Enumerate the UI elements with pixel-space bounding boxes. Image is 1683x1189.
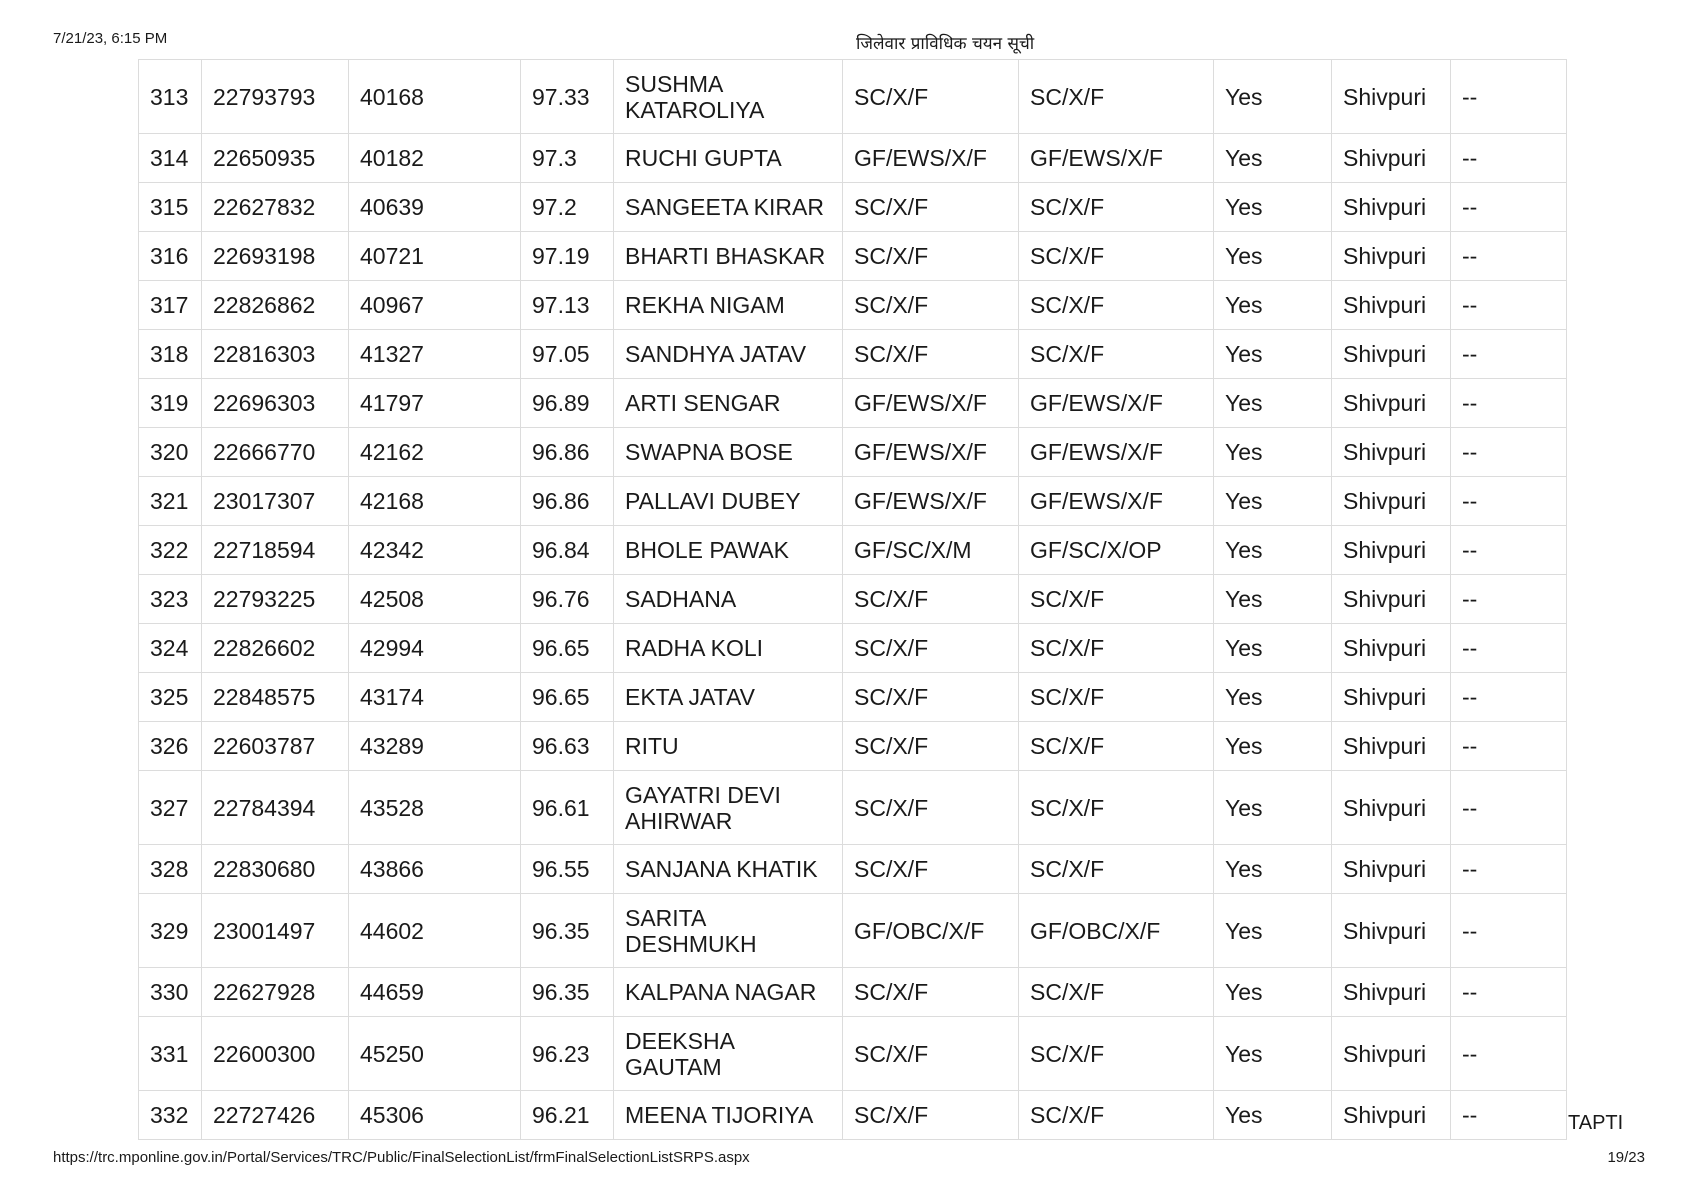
cell-sno: 326 bbox=[139, 722, 202, 771]
table-row bbox=[139, 379, 1567, 428]
cell-verified: Yes bbox=[1214, 379, 1332, 428]
cell-roll-no: 22603787 bbox=[202, 722, 349, 771]
cell-category: SC/X/F bbox=[843, 232, 1019, 281]
cell-selected-category: GF/EWS/X/F bbox=[1019, 379, 1214, 428]
cell-category: SC/X/F bbox=[843, 673, 1019, 722]
cell-category: SC/X/F bbox=[843, 624, 1019, 673]
cell-score: 97.2 bbox=[521, 183, 614, 232]
cell-score: 96.89 bbox=[521, 379, 614, 428]
cell-name: BHARTI BHASKAR bbox=[614, 232, 843, 281]
cell-remarks: -- bbox=[1451, 845, 1567, 894]
cell-district: Shivpuri bbox=[1332, 575, 1451, 624]
table-row bbox=[139, 281, 1567, 330]
cell-selected-category: SC/X/F bbox=[1019, 330, 1214, 379]
cell-verified: Yes bbox=[1214, 1091, 1332, 1140]
cell-sno: 313 bbox=[139, 60, 202, 134]
cell-category: GF/SC/X/M bbox=[843, 526, 1019, 575]
cell-roll-no: 22727426 bbox=[202, 1091, 349, 1140]
cell-selected-category: SC/X/F bbox=[1019, 968, 1214, 1017]
cell-selected-category: SC/X/F bbox=[1019, 673, 1214, 722]
cell-roll-no: 22826862 bbox=[202, 281, 349, 330]
cell-selected-category: SC/X/F bbox=[1019, 60, 1214, 134]
cell-rank: 42162 bbox=[349, 428, 521, 477]
cell-district: Shivpuri bbox=[1332, 232, 1451, 281]
cell-score: 96.86 bbox=[521, 477, 614, 526]
cell-rank: 43866 bbox=[349, 845, 521, 894]
cell-name: MEENA TIJORIYA bbox=[614, 1091, 843, 1140]
cell-roll-no: 23017307 bbox=[202, 477, 349, 526]
cell-name: SANJANA KHATIK bbox=[614, 845, 843, 894]
table-row bbox=[139, 673, 1567, 722]
cell-roll-no: 22816303 bbox=[202, 330, 349, 379]
cell-remarks: -- bbox=[1451, 1091, 1567, 1140]
cell-remarks: -- bbox=[1451, 1017, 1567, 1091]
table-row bbox=[139, 183, 1567, 232]
cell-sno: 330 bbox=[139, 968, 202, 1017]
cell-category: SC/X/F bbox=[843, 330, 1019, 379]
cell-score: 96.65 bbox=[521, 673, 614, 722]
cell-name: SARITA DESHMUKH bbox=[614, 894, 843, 968]
cell-remarks: -- bbox=[1451, 232, 1567, 281]
cell-name: SANGEETA KIRAR bbox=[614, 183, 843, 232]
cell-district: Shivpuri bbox=[1332, 428, 1451, 477]
cell-score: 97.13 bbox=[521, 281, 614, 330]
cell-verified: Yes bbox=[1214, 134, 1332, 183]
cell-name: KALPANA NAGAR bbox=[614, 968, 843, 1017]
cell-verified: Yes bbox=[1214, 575, 1332, 624]
table-row bbox=[139, 575, 1567, 624]
cell-rank: 41327 bbox=[349, 330, 521, 379]
cell-rank: 42994 bbox=[349, 624, 521, 673]
cell-sno: 319 bbox=[139, 379, 202, 428]
table-row bbox=[139, 330, 1567, 379]
cell-remarks: -- bbox=[1451, 771, 1567, 845]
cell-score: 96.65 bbox=[521, 624, 614, 673]
cell-roll-no: 23001497 bbox=[202, 894, 349, 968]
cell-category: GF/EWS/X/F bbox=[843, 428, 1019, 477]
cell-score: 96.84 bbox=[521, 526, 614, 575]
cell-district: Shivpuri bbox=[1332, 968, 1451, 1017]
cell-rank: 43174 bbox=[349, 673, 521, 722]
cell-category: SC/X/F bbox=[843, 60, 1019, 134]
cell-category: GF/EWS/X/F bbox=[843, 134, 1019, 183]
cell-name: RITU bbox=[614, 722, 843, 771]
cell-remarks: -- bbox=[1451, 428, 1567, 477]
table-body bbox=[139, 60, 1567, 1140]
cell-roll-no: 22627832 bbox=[202, 183, 349, 232]
cell-sno: 324 bbox=[139, 624, 202, 673]
cell-score: 96.23 bbox=[521, 1017, 614, 1091]
cell-verified: Yes bbox=[1214, 722, 1332, 771]
cell-remarks: -- bbox=[1451, 722, 1567, 771]
stamp-text: TAPTI bbox=[1568, 1112, 1624, 1134]
table-row bbox=[139, 771, 1567, 845]
cell-remarks: -- bbox=[1451, 526, 1567, 575]
cell-verified: Yes bbox=[1214, 968, 1332, 1017]
table-row bbox=[139, 134, 1567, 183]
cell-score: 96.35 bbox=[521, 968, 614, 1017]
cell-sno: 321 bbox=[139, 477, 202, 526]
cell-district: Shivpuri bbox=[1332, 281, 1451, 330]
cell-district: Shivpuri bbox=[1332, 1017, 1451, 1091]
cell-score: 96.21 bbox=[521, 1091, 614, 1140]
cell-roll-no: 22848575 bbox=[202, 673, 349, 722]
cell-category: SC/X/F bbox=[843, 281, 1019, 330]
cell-category: SC/X/F bbox=[843, 1091, 1019, 1140]
cell-district: Shivpuri bbox=[1332, 183, 1451, 232]
cell-rank: 42168 bbox=[349, 477, 521, 526]
cell-name: REKHA NIGAM bbox=[614, 281, 843, 330]
cell-name: SANDHYA JATAV bbox=[614, 330, 843, 379]
cell-roll-no: 22793225 bbox=[202, 575, 349, 624]
cell-verified: Yes bbox=[1214, 624, 1332, 673]
cell-sno: 318 bbox=[139, 330, 202, 379]
cell-district: Shivpuri bbox=[1332, 624, 1451, 673]
table-row bbox=[139, 894, 1567, 968]
cell-rank: 42342 bbox=[349, 526, 521, 575]
cell-sno: 322 bbox=[139, 526, 202, 575]
cell-score: 96.35 bbox=[521, 894, 614, 968]
table-row bbox=[139, 722, 1567, 771]
cell-district: Shivpuri bbox=[1332, 330, 1451, 379]
cell-district: Shivpuri bbox=[1332, 894, 1451, 968]
cell-name: SADHANA bbox=[614, 575, 843, 624]
cell-roll-no: 22784394 bbox=[202, 771, 349, 845]
cell-category: SC/X/F bbox=[843, 1017, 1019, 1091]
cell-roll-no: 22718594 bbox=[202, 526, 349, 575]
cell-category: SC/X/F bbox=[843, 968, 1019, 1017]
table-row bbox=[139, 60, 1567, 134]
cell-verified: Yes bbox=[1214, 232, 1332, 281]
cell-district: Shivpuri bbox=[1332, 845, 1451, 894]
table-row bbox=[139, 477, 1567, 526]
cell-score: 96.63 bbox=[521, 722, 614, 771]
cell-roll-no: 22600300 bbox=[202, 1017, 349, 1091]
cell-selected-category: GF/EWS/X/F bbox=[1019, 134, 1214, 183]
table-row bbox=[139, 232, 1567, 281]
cell-category: SC/X/F bbox=[843, 183, 1019, 232]
cell-verified: Yes bbox=[1214, 183, 1332, 232]
cell-roll-no: 22696303 bbox=[202, 379, 349, 428]
cell-score: 96.86 bbox=[521, 428, 614, 477]
cell-roll-no: 22693198 bbox=[202, 232, 349, 281]
cell-name: RADHA KOLI bbox=[614, 624, 843, 673]
cell-category: GF/OBC/X/F bbox=[843, 894, 1019, 968]
cell-category: SC/X/F bbox=[843, 845, 1019, 894]
cell-name: SUSHMA KATAROLIYA bbox=[614, 60, 843, 134]
cell-remarks: -- bbox=[1451, 673, 1567, 722]
cell-name: EKTA JATAV bbox=[614, 673, 843, 722]
cell-roll-no: 22826602 bbox=[202, 624, 349, 673]
cell-score: 97.33 bbox=[521, 60, 614, 134]
cell-score: 96.76 bbox=[521, 575, 614, 624]
cell-score: 97.19 bbox=[521, 232, 614, 281]
cell-rank: 40721 bbox=[349, 232, 521, 281]
selection-table bbox=[138, 59, 1567, 1140]
cell-remarks: -- bbox=[1451, 379, 1567, 428]
cell-verified: Yes bbox=[1214, 771, 1332, 845]
cell-sno: 315 bbox=[139, 183, 202, 232]
cell-district: Shivpuri bbox=[1332, 477, 1451, 526]
cell-selected-category: SC/X/F bbox=[1019, 575, 1214, 624]
table-row bbox=[139, 428, 1567, 477]
cell-roll-no: 22650935 bbox=[202, 134, 349, 183]
cell-sno: 328 bbox=[139, 845, 202, 894]
cell-score: 97.05 bbox=[521, 330, 614, 379]
cell-sno: 327 bbox=[139, 771, 202, 845]
cell-sno: 314 bbox=[139, 134, 202, 183]
cell-rank: 43289 bbox=[349, 722, 521, 771]
cell-remarks: -- bbox=[1451, 894, 1567, 968]
cell-name: DEEKSHA GAUTAM bbox=[614, 1017, 843, 1091]
cell-selected-category: GF/EWS/X/F bbox=[1019, 477, 1214, 526]
cell-score: 97.3 bbox=[521, 134, 614, 183]
table-row bbox=[139, 526, 1567, 575]
cell-selected-category: SC/X/F bbox=[1019, 1017, 1214, 1091]
cell-category: SC/X/F bbox=[843, 575, 1019, 624]
table-row bbox=[139, 968, 1567, 1017]
cell-verified: Yes bbox=[1214, 60, 1332, 134]
cell-roll-no: 22627928 bbox=[202, 968, 349, 1017]
cell-selected-category: SC/X/F bbox=[1019, 281, 1214, 330]
cell-verified: Yes bbox=[1214, 477, 1332, 526]
table-row bbox=[139, 845, 1567, 894]
cell-rank: 40967 bbox=[349, 281, 521, 330]
cell-name: GAYATRI DEVI AHIRWAR bbox=[614, 771, 843, 845]
cell-roll-no: 22793793 bbox=[202, 60, 349, 134]
cell-verified: Yes bbox=[1214, 1017, 1332, 1091]
cell-selected-category: SC/X/F bbox=[1019, 722, 1214, 771]
cell-category: SC/X/F bbox=[843, 771, 1019, 845]
cell-verified: Yes bbox=[1214, 845, 1332, 894]
cell-remarks: -- bbox=[1451, 134, 1567, 183]
cell-selected-category: SC/X/F bbox=[1019, 232, 1214, 281]
cell-rank: 43528 bbox=[349, 771, 521, 845]
cell-district: Shivpuri bbox=[1332, 379, 1451, 428]
cell-remarks: -- bbox=[1451, 575, 1567, 624]
cell-name: SWAPNA BOSE bbox=[614, 428, 843, 477]
cell-remarks: -- bbox=[1451, 624, 1567, 673]
cell-rank: 40639 bbox=[349, 183, 521, 232]
cell-verified: Yes bbox=[1214, 428, 1332, 477]
cell-category: GF/EWS/X/F bbox=[843, 477, 1019, 526]
cell-remarks: -- bbox=[1451, 281, 1567, 330]
cell-sno: 323 bbox=[139, 575, 202, 624]
cell-district: Shivpuri bbox=[1332, 60, 1451, 134]
cell-name: RUCHI GUPTA bbox=[614, 134, 843, 183]
cell-verified: Yes bbox=[1214, 673, 1332, 722]
cell-category: GF/EWS/X/F bbox=[843, 379, 1019, 428]
footer-url: https://trc.mponline.gov.in/Portal/Services/TRC/Public/FinalSelectionList/frmFinalSelectionListSRPS.aspx bbox=[53, 1149, 750, 1166]
cell-district: Shivpuri bbox=[1332, 673, 1451, 722]
cell-remarks: -- bbox=[1451, 60, 1567, 134]
cell-roll-no: 22830680 bbox=[202, 845, 349, 894]
cell-verified: Yes bbox=[1214, 894, 1332, 968]
cell-selected-category: GF/OBC/X/F bbox=[1019, 894, 1214, 968]
cell-sno: 317 bbox=[139, 281, 202, 330]
cell-sno: 316 bbox=[139, 232, 202, 281]
cell-selected-category: GF/SC/X/OP bbox=[1019, 526, 1214, 575]
cell-sno: 331 bbox=[139, 1017, 202, 1091]
cell-verified: Yes bbox=[1214, 526, 1332, 575]
cell-verified: Yes bbox=[1214, 330, 1332, 379]
cell-selected-category: GF/EWS/X/F bbox=[1019, 428, 1214, 477]
cell-remarks: -- bbox=[1451, 330, 1567, 379]
cell-district: Shivpuri bbox=[1332, 1091, 1451, 1140]
cell-district: Shivpuri bbox=[1332, 134, 1451, 183]
cell-rank: 42508 bbox=[349, 575, 521, 624]
cell-district: Shivpuri bbox=[1332, 771, 1451, 845]
cell-roll-no: 22666770 bbox=[202, 428, 349, 477]
page-number: 19/23 bbox=[1607, 1149, 1645, 1166]
cell-rank: 40168 bbox=[349, 60, 521, 134]
cell-sno: 320 bbox=[139, 428, 202, 477]
cell-remarks: -- bbox=[1451, 477, 1567, 526]
cell-remarks: -- bbox=[1451, 968, 1567, 1017]
cell-sno: 325 bbox=[139, 673, 202, 722]
cell-sno: 329 bbox=[139, 894, 202, 968]
table-row bbox=[139, 1017, 1567, 1091]
cell-remarks: -- bbox=[1451, 183, 1567, 232]
cell-selected-category: SC/X/F bbox=[1019, 845, 1214, 894]
cell-district: Shivpuri bbox=[1332, 526, 1451, 575]
cell-rank: 44659 bbox=[349, 968, 521, 1017]
page-title: जिलेवार प्राविधिक चयन सूची bbox=[856, 34, 1035, 54]
print-datetime: 7/21/23, 6:15 PM bbox=[53, 30, 168, 47]
cell-rank: 40182 bbox=[349, 134, 521, 183]
cell-selected-category: SC/X/F bbox=[1019, 183, 1214, 232]
cell-name: BHOLE PAWAK bbox=[614, 526, 843, 575]
cell-score: 96.55 bbox=[521, 845, 614, 894]
cell-selected-category: SC/X/F bbox=[1019, 1091, 1214, 1140]
cell-category: SC/X/F bbox=[843, 722, 1019, 771]
cell-rank: 44602 bbox=[349, 894, 521, 968]
table-row bbox=[139, 624, 1567, 673]
cell-score: 96.61 bbox=[521, 771, 614, 845]
table-row bbox=[139, 1091, 1567, 1140]
cell-rank: 45250 bbox=[349, 1017, 521, 1091]
cell-verified: Yes bbox=[1214, 281, 1332, 330]
cell-rank: 41797 bbox=[349, 379, 521, 428]
cell-name: PALLAVI DUBEY bbox=[614, 477, 843, 526]
cell-district: Shivpuri bbox=[1332, 722, 1451, 771]
cell-selected-category: SC/X/F bbox=[1019, 771, 1214, 845]
cell-selected-category: SC/X/F bbox=[1019, 624, 1214, 673]
cell-rank: 45306 bbox=[349, 1091, 521, 1140]
cell-sno: 332 bbox=[139, 1091, 202, 1140]
cell-name: ARTI SENGAR bbox=[614, 379, 843, 428]
